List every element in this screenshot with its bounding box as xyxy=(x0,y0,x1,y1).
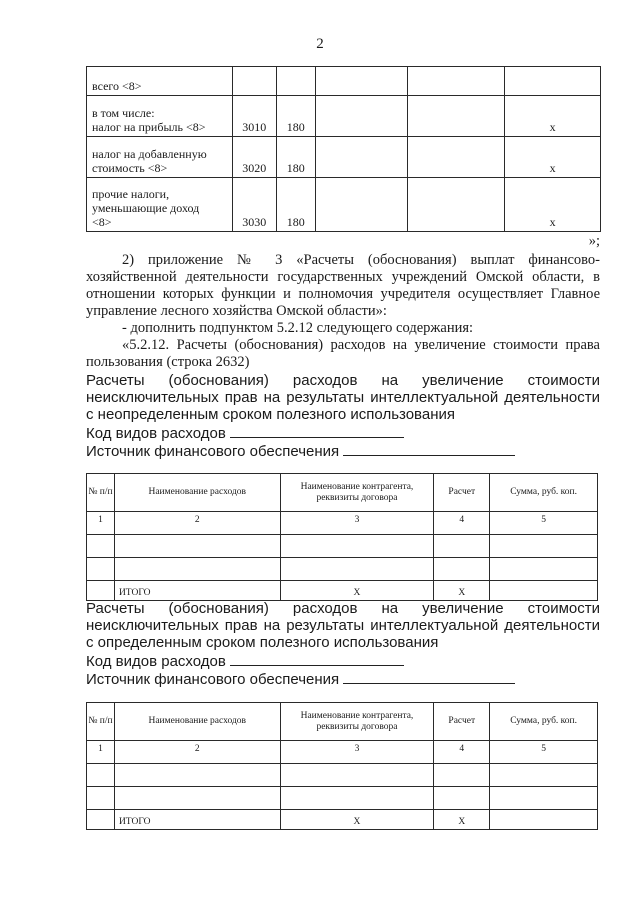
funding-source-line[interactable] xyxy=(343,442,515,456)
table-row xyxy=(87,535,598,558)
table-row xyxy=(87,787,598,810)
funding-source-field-1: Источник финансового обеспечения xyxy=(86,442,515,460)
section-1-title: Расчеты (обоснования) расходов на увеличение стоимости неисключительных прав на результаты интеллектуальной деятельности с неопределенным сроком полезного использования xyxy=(86,372,600,423)
table-row: прочие налоги, уменьшающие доход <8> 3030 180 x xyxy=(87,178,601,232)
total-row: ИТОГО X X xyxy=(87,581,598,601)
subpoint-paragraph: «5.2.12. Расчеты (обоснования) расходов на увеличение стоимости права пользования (строка 2632) xyxy=(86,337,600,370)
item-2-paragraph: 2) приложение № 3 «Расчеты (обоснования) выплат финансово-хозяйственной деятельности государственных учреждений Омской области, в отношении которых функции и полномочия учредителя осуществляет Главное управление лесного хозяйства Омской области»: xyxy=(86,252,600,319)
table-header-row: № п/п Наименование расходов Наименование контрагента, реквизиты договора Расчет Сумма, руб. коп. xyxy=(87,703,598,741)
table-row xyxy=(87,67,601,96)
table-row: в том числе: налог на прибыль <8> 3010 180 x xyxy=(87,96,601,137)
table-row xyxy=(87,764,598,787)
funding-source-field-2: Источник финансового обеспечения xyxy=(86,670,515,688)
tax-name-cell: в том числе: налог на прибыль <8> xyxy=(87,96,233,137)
table-row: 1 2 3 4 5 xyxy=(87,512,598,535)
expense-code-field-2: Код видов расходов xyxy=(86,652,404,670)
section-2-title: Расчеты (обоснования) расходов на увеличение стоимости неисключительных прав на результаты интеллектуальной деятельности с определенным сроком полезного использования xyxy=(86,600,600,651)
table-row xyxy=(87,558,598,581)
tax-table xyxy=(86,66,601,232)
expense-form-table-2 xyxy=(86,702,598,830)
page-number: 2 xyxy=(316,36,324,52)
expense-code-line[interactable] xyxy=(230,424,404,438)
total-row: ИТОГО X X xyxy=(87,810,598,830)
tax-name-cell: налог на добавленную стоимость <8> xyxy=(87,137,233,178)
expense-form-table-1 xyxy=(86,473,598,601)
tax-name-cell: прочие налоги, уменьшающие доход <8> xyxy=(87,178,233,232)
table-header-row: № п/п Наименование расходов Наименование контрагента, реквизиты договора Расчет Сумма, руб. коп. xyxy=(87,474,598,512)
supplement-paragraph: - дополнить подпунктом 5.2.12 следующего содержания: xyxy=(122,320,474,336)
closing-quote: »; xyxy=(588,233,600,249)
table-row: налог на добавленную стоимость <8> 3020 180 x xyxy=(87,137,601,178)
table-row: 1 2 3 4 5 xyxy=(87,741,598,764)
expense-code-field-1: Код видов расходов xyxy=(86,424,404,442)
tax-name-cell: всего <8> xyxy=(87,67,233,96)
expense-code-line[interactable] xyxy=(230,652,404,666)
funding-source-line[interactable] xyxy=(343,670,515,684)
